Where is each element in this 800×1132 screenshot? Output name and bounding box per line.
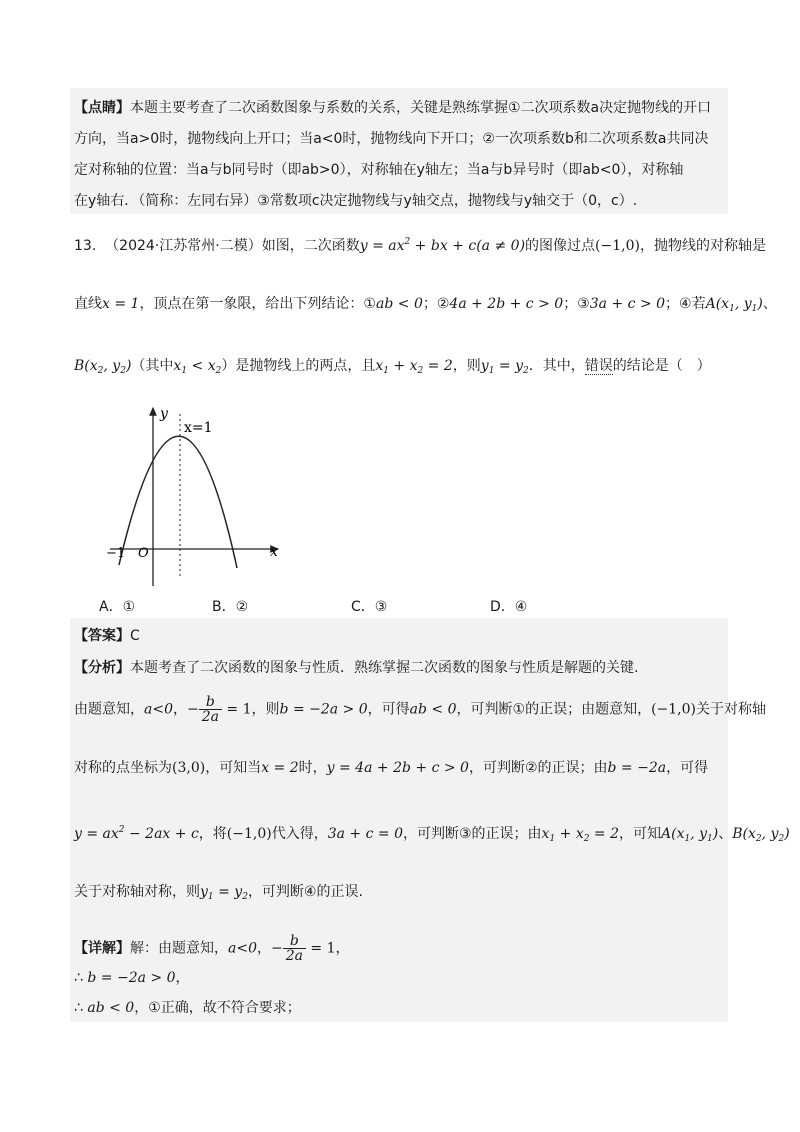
question-text: （其中 bbox=[131, 358, 174, 374]
point-b: $B(x_2$, $y_2$) bbox=[732, 826, 790, 844]
parabola-curve bbox=[119, 436, 237, 568]
question-text: ，则 bbox=[452, 358, 481, 374]
question-text: ；④若 bbox=[665, 296, 706, 312]
analysis-line-1 bbox=[74, 658, 638, 678]
detail-line-2: ∴ b = −2a > 0， bbox=[74, 970, 190, 986]
question-text: ；② bbox=[422, 296, 450, 312]
tip-text-1: 本题主要考查了二次函数图象与系数的关系，关键是熟练掌握①二次项系数a决定抛物线的开口 bbox=[130, 100, 712, 116]
therefore-symbol: ∴ bbox=[74, 1000, 83, 1016]
y-value-at-2: y = 4a + 2b + c > 0 bbox=[326, 760, 469, 776]
point-3-0: (3,0) bbox=[172, 760, 206, 776]
analysis-text: 时， bbox=[298, 760, 327, 776]
condition-y1-y2: $y_1 = y_2$ bbox=[200, 884, 248, 902]
analysis-text: 代入得， bbox=[271, 826, 328, 842]
question-text: 的图像过点 bbox=[525, 238, 596, 254]
analysis-text: 关于对称轴对称，则 bbox=[74, 884, 200, 900]
analysis-text: ，可得 bbox=[367, 701, 410, 718]
question-text: 的结论是（ ） bbox=[612, 358, 711, 374]
conclusion-1: ab < 0 bbox=[376, 296, 423, 312]
analysis-text: ，可判断③的正误；由 bbox=[402, 826, 542, 842]
b-eq: b = −2a > 0 bbox=[279, 701, 368, 718]
separator: 、 bbox=[762, 296, 777, 312]
tip-text-4: 在y轴右．（简称：左同右异）③常数项c决定抛物线与y轴交点，抛物线与y轴交于（0，c）. bbox=[74, 193, 638, 209]
point-neg1-0: (−1,0) bbox=[651, 701, 696, 718]
detail-text: ，①正确，故不符合要求； bbox=[134, 1000, 301, 1016]
tip-line-2 bbox=[74, 129, 708, 149]
question-text: ，抛物线的对称轴是 bbox=[639, 238, 766, 254]
function-formula: $y = ax^2$ + bx + c(a ≠ 0) bbox=[359, 237, 526, 254]
fraction-b-2a: $\frac{b}{2a}$ bbox=[283, 934, 306, 963]
tip-line-3 bbox=[74, 160, 683, 180]
question-text: 如图，二次函数 bbox=[261, 238, 360, 254]
tip-text-3: 定对称轴的位置：当a与b同号时（即ab>0），对称轴在y轴左；当a与b异号时（即ab<0），对称轴 bbox=[74, 162, 684, 178]
analysis-text: ，则 bbox=[251, 701, 280, 718]
question-number: 13. bbox=[74, 238, 97, 254]
detail-line-3 bbox=[74, 998, 301, 1018]
ab-lt-0: ab < 0 bbox=[82, 1000, 135, 1016]
question-source: （2024·江苏常州·二模） bbox=[105, 238, 262, 254]
analysis-text: 关于对称轴 bbox=[696, 701, 766, 718]
analysis-text: ，可知当 bbox=[205, 760, 262, 776]
option-d[interactable]: D．④ bbox=[490, 599, 528, 615]
function-rewritten: $y = ax^2 - 2ax + c$ bbox=[74, 825, 199, 842]
neg-one-label: −1 bbox=[106, 546, 126, 561]
b-eq-neg2a: b = −2a bbox=[607, 760, 667, 776]
question-text: ．其中， bbox=[528, 358, 585, 374]
analysis-text: 本题考查了二次函数的图象与性质．熟练掌握二次函数的图象与性质是解题的关键. bbox=[130, 660, 639, 676]
point-a: $A(x_1$, $y_1$) bbox=[661, 826, 719, 844]
symmetry-axis-label: x=1 bbox=[184, 420, 213, 436]
analysis-line-4: $y = ax^2 - 2ax + c$，将(−1,0)代入得，3a + c = 0，可判断③的正误；由$x_1 + x_2 = 2$，可知$A(x_1$, $y_1$)、$B(x_2$, $y_2$) bbox=[74, 825, 790, 844]
point-neg1-0: (−1,0) bbox=[226, 826, 272, 842]
question-line-2 bbox=[74, 294, 777, 319]
question-text: ，顶点在第一象限，给出下列结论：① bbox=[139, 296, 376, 312]
tip-line-4 bbox=[74, 191, 637, 211]
answer-line bbox=[74, 626, 140, 646]
point-b: $B(x_2$, $y_2$) bbox=[74, 358, 132, 376]
tip-text-2: 方向，当a>0时，抛物线向上开口；当a<0时，抛物线向下开口；②一次项系数b和二次项系数a共同决 bbox=[74, 131, 709, 147]
analysis-text: ，可判断①的正误；由题意知， bbox=[456, 701, 652, 718]
analysis-text: ，可判断④的正误. bbox=[247, 884, 363, 900]
analysis-text: ，可知 bbox=[619, 826, 661, 842]
condition-sum: $x_1 + x_2 = 2$ bbox=[375, 358, 453, 376]
option-a[interactable]: A．① bbox=[99, 599, 136, 615]
analysis-label: 【分析】 bbox=[74, 660, 130, 676]
x-axis-label: x bbox=[270, 544, 278, 560]
conclusion-3: 3a + c > 0 bbox=[589, 296, 666, 312]
detail-text: 解：由题意知， bbox=[130, 940, 228, 957]
emphasis-wrong: 错误 bbox=[584, 358, 613, 374]
origin-label: O bbox=[138, 546, 149, 561]
detail-line-1: 【详解】解：由题意知，a<0，− $\frac{b}{2a}$ = 1， bbox=[74, 933, 350, 964]
analysis-text: 由题意知， bbox=[74, 701, 144, 718]
axis-eq: x = 1 bbox=[102, 296, 140, 312]
question-line-1 bbox=[74, 232, 766, 256]
analysis-text: 对称的点坐标为 bbox=[74, 760, 172, 776]
condition-y1-y2: $y_1 = y_2$ bbox=[480, 358, 529, 376]
point-a: $A(x_1$, $y_1$) bbox=[705, 296, 763, 314]
question-text: 直线 bbox=[74, 296, 102, 312]
condition-x1-x2: $x_1 < x_2$ bbox=[173, 358, 222, 376]
analysis-line-2: 由题意知，a<0，− $\frac{b}{2a}$ = 1，则b = −2a > 0，可得ab < 0，可判断①的正误；由题意知，(−1,0)关于对称轴 bbox=[74, 694, 766, 725]
question-text: ）是抛物线上的两点，且 bbox=[221, 358, 376, 374]
a-lt-0: a<0 bbox=[144, 701, 173, 718]
condition-sum: $x_1 + x_2 = 2$ bbox=[541, 826, 619, 844]
answer-label: 【答案】 bbox=[74, 628, 130, 644]
detail-label: 【详解】 bbox=[74, 940, 130, 957]
analysis-line-5 bbox=[74, 882, 363, 907]
question-line-3 bbox=[74, 356, 711, 381]
conclusion-2: 4a + 2b + c > 0 bbox=[449, 296, 564, 312]
eq-3a-c: 3a + c = 0 bbox=[327, 826, 403, 842]
parabola-figure bbox=[100, 400, 290, 590]
b-eq: b = −2a > 0 bbox=[82, 970, 176, 986]
fraction-b-2a: $\frac{b}{2a}$ bbox=[199, 695, 222, 724]
a-lt-0: a<0 bbox=[228, 940, 257, 957]
analysis-text: ，可判断②的正误；由 bbox=[468, 760, 608, 776]
x-eq-2: x = 2 bbox=[261, 760, 299, 776]
analysis-text: ，可得 bbox=[666, 760, 709, 776]
ab-lt-0: ab < 0 bbox=[409, 701, 457, 718]
tip-label: 【点睛】 bbox=[74, 100, 130, 116]
tip-line-1 bbox=[74, 98, 711, 118]
analysis-line-3 bbox=[74, 758, 708, 778]
option-b[interactable]: B．② bbox=[212, 599, 249, 615]
question-text: ；③ bbox=[563, 296, 590, 312]
option-c[interactable]: C．③ bbox=[351, 599, 388, 615]
analysis-text: ，将 bbox=[198, 826, 227, 842]
answer-value: C bbox=[130, 628, 140, 644]
point-neg1-0: (−1,0) bbox=[595, 238, 640, 254]
therefore-symbol: ∴ bbox=[74, 970, 83, 986]
y-axis-label: y bbox=[160, 406, 168, 422]
